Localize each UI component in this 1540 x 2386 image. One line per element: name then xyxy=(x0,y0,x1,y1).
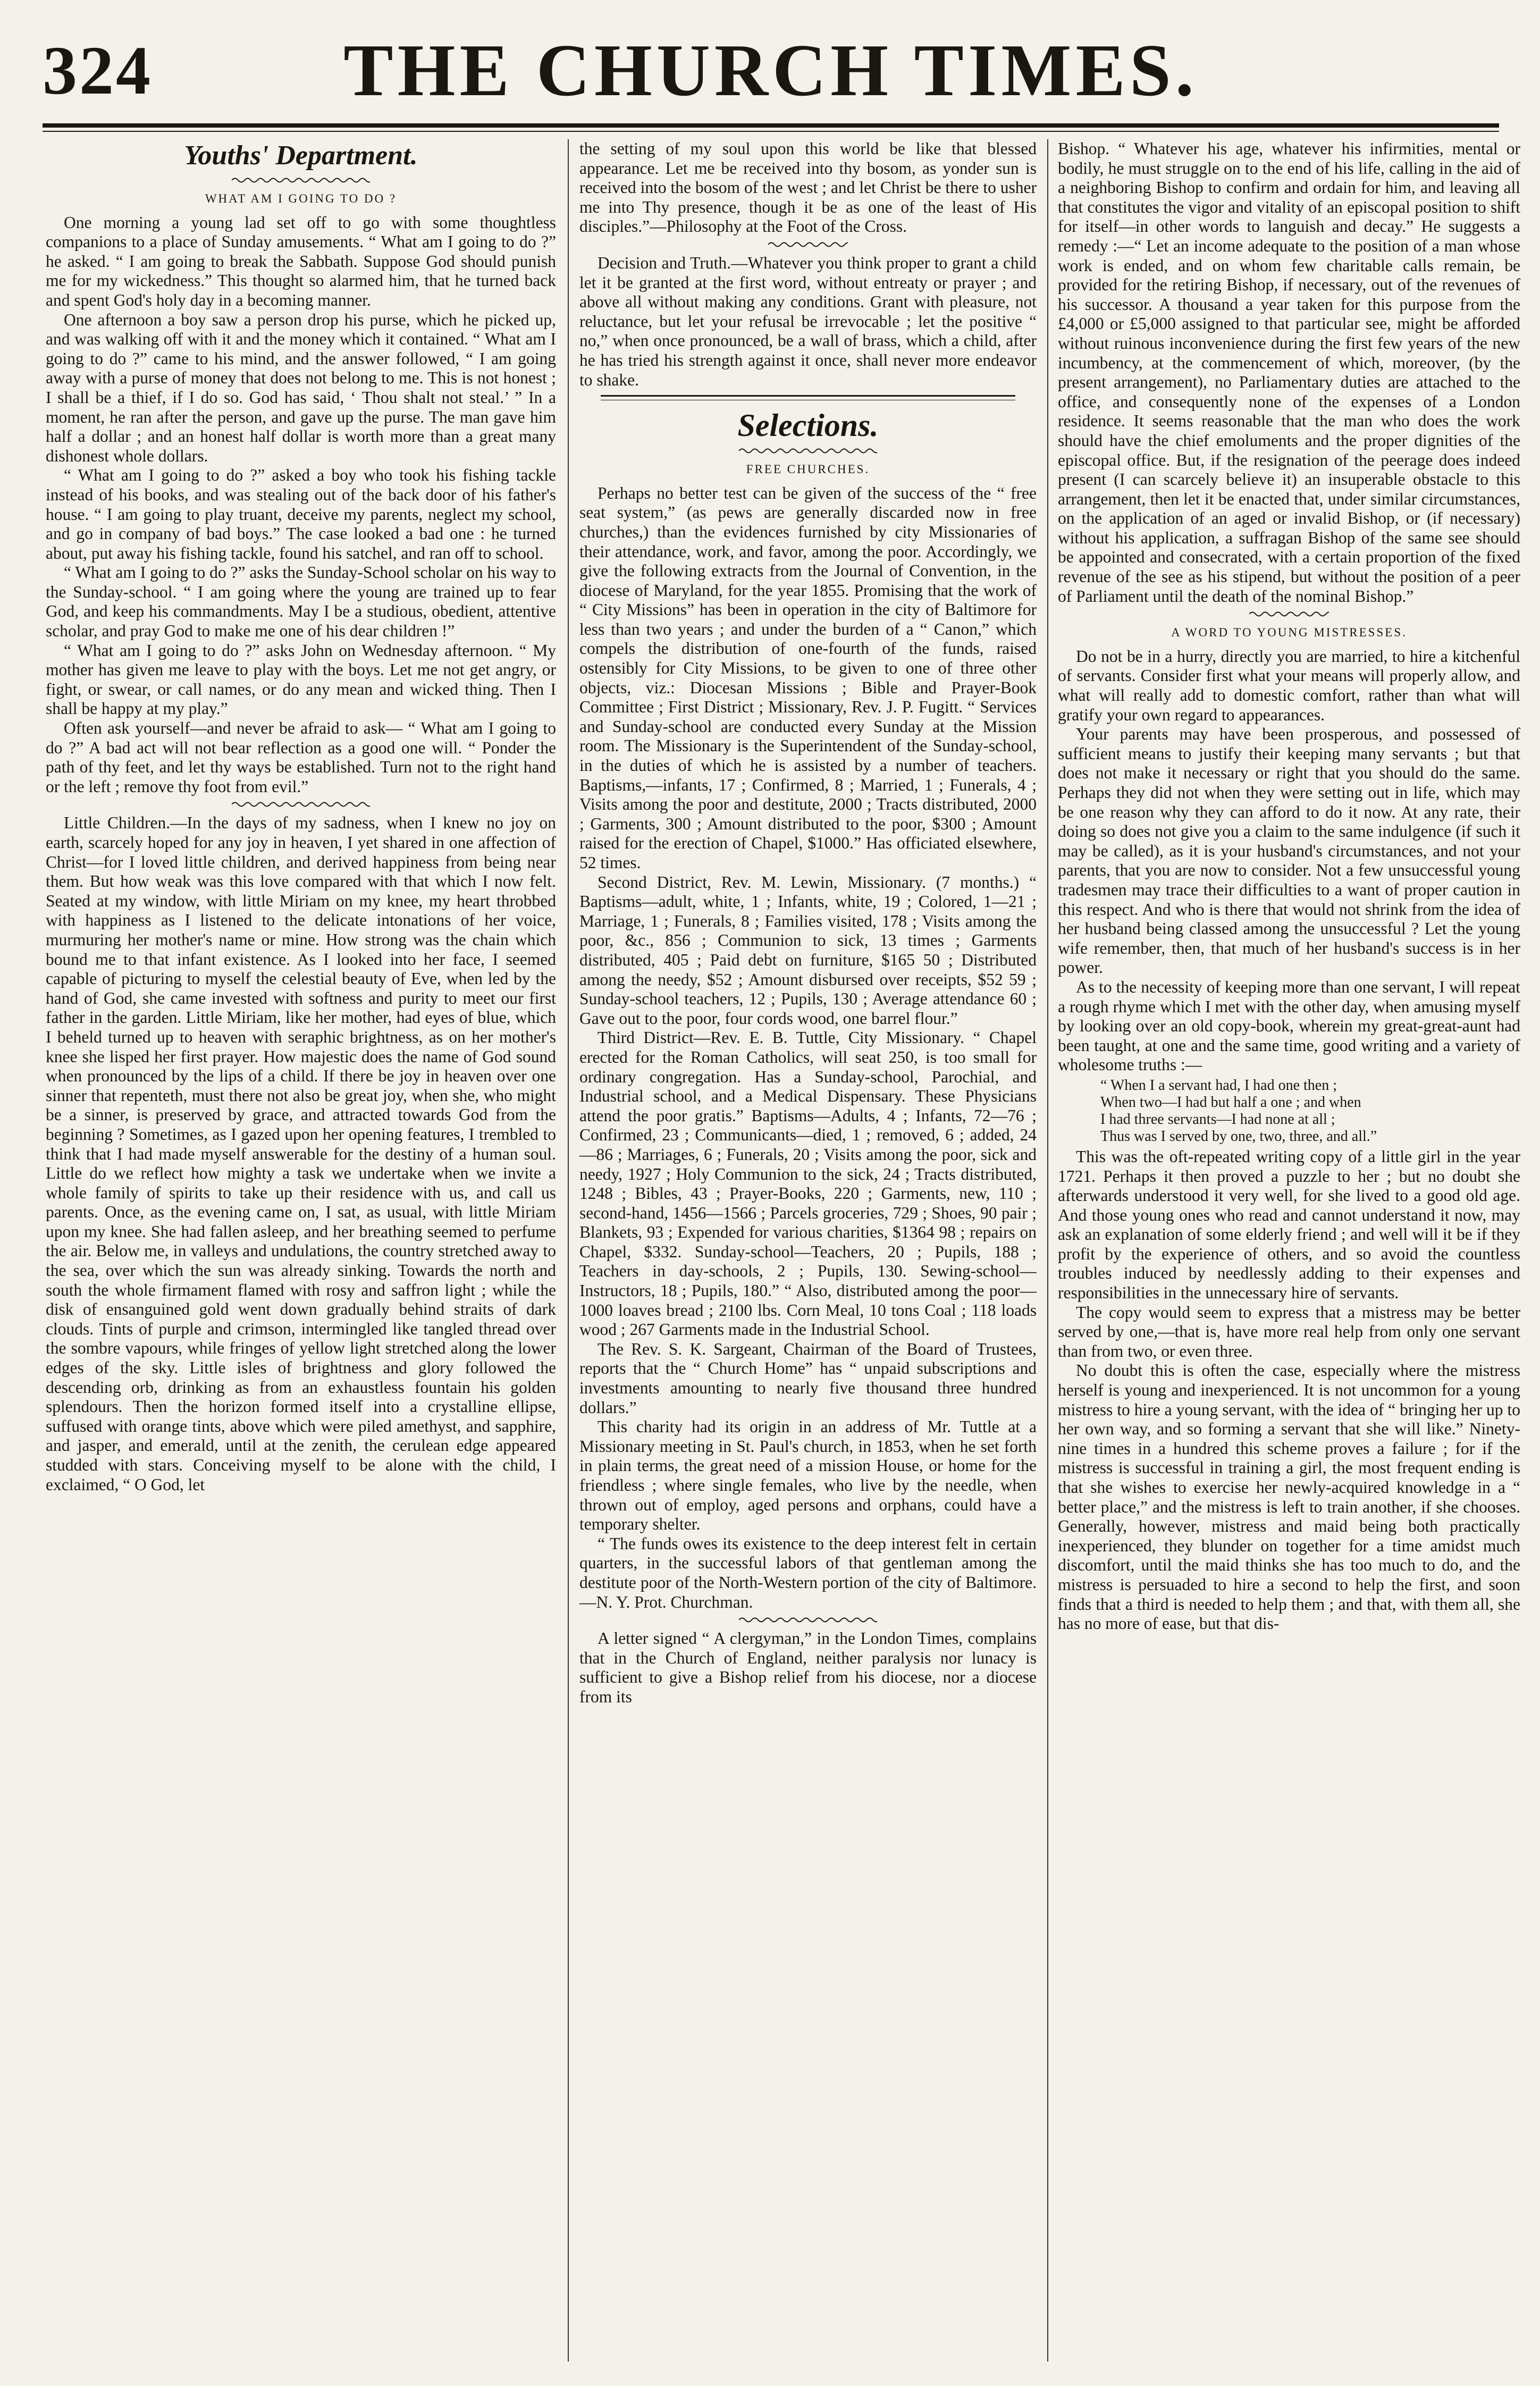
paragraph: A letter signed “ A clergyman,” in the London Times, complains that in the Church of England, neither paralysis nor lunacy is sufficient to give a Bishop relief from his diocese, nor a diocese from its xyxy=(579,1629,1037,1706)
paragraph: “ What am I going to do ?” asked a boy who took his fishing tackle instead of his books, and was stealing out of the back door of his father's house. “ I am going to play truant, deceive my parents, neglect my school, and go in company of bad boys.” The case looked a bad one : he turned about, put away his fishing tackle, found his satchel, and ran off to school. xyxy=(46,466,556,562)
verse-line: When two—I had but half a one ; and when xyxy=(1100,1094,1361,1111)
paragraph: “ What am I going to do ?” asks the Sunday-School scholar on his way to the Sunday-school. “ I am going where the young are trained up to fear God, and keep his commandments. May I be a studious, obedient, attentive scholar, and pray God to make me one of his dear children !” xyxy=(46,563,556,641)
paragraph: One afternoon a boy saw a person drop his purse, which he picked up, and was walking off with it and the money which it contained. “ What am I going to do ?” came to his mind, and the answer followed, “ I am going away with a purse of money that does not belong to me. This is not honest ; I shall be a thief, if I do so. God has said, ‘ Thou shalt not steal.’ ” In a moment, he ran after the person, and gave up the purse. The man gave him half a dollar ; and an honest half dollar is worth more than a great many dishonest whole dollars. xyxy=(46,310,556,465)
verse-line: I had three servants—I had none at all ; xyxy=(1100,1111,1335,1128)
column-divider xyxy=(568,139,569,2362)
paragraph: As to the necessity of keeping more than one servant, I will repeat a rough rhyme which I met with the other day, when amusing myself by looking over an old copy-book, wherein my great-great-aunt had been taught, at one and the same time, good writing and a variety of wholesome truths :— xyxy=(1058,977,1520,1074)
masthead-rule-thin xyxy=(43,131,1499,132)
paragraph: “ The funds owes its existence to the deep interest felt in certain quarters, in the successful labors of that gentleman among the destitute poor of the North-Western portion of the city of Baltimore.—N. Y. Prot. Churchman. xyxy=(579,1534,1037,1611)
verse-line: “ When I a servant had, I had one then ; xyxy=(1100,1077,1337,1094)
paragraph: No doubt this is often the case, especially where the mistress herself is young and inexperienced. It is not uncommon for a young mistress to hire a young servant, with the idea of “ bringing her up to her own way, and so forming a servant that she will like.” Ninety-nine times in a hundred this scheme proves a failure ; for if the mistress is successful in training a girl, the most frequent ending is that she wishes to exercise her newly-acquired knowledge in a “ better place,” and the mistress is left to train another, if she chooses. Generally, however, mistress and maid being both practically inexperienced, they blunder on together for a time amidst much discomfort, until the maid thinks she has too much to do, and the mistress is persuaded to hire a second to help the first, and soon finds that a third is needed to help them ; and that, with them all, she has no more of ease, but that dis- xyxy=(1058,1361,1520,1633)
paragraph: The copy would seem to express that a mistress may be better served by one,—that is, have more real help from only one servant than from two, or even three. xyxy=(1058,1303,1520,1360)
paragraph: The Rev. S. K. Sargeant, Chairman of the Board of Trustees, reports that the “ Church Home” has “ unpaid subscriptions and investments amounting to nearly five thousand three hundred dollars.” xyxy=(579,1339,1037,1417)
paragraph: This was the oft-repeated writing copy of a little girl in the year 1721. Perhaps it then proved a puzzle to her ; but no doubt she afterwards understood it very well, for she lived to a good old age. And those young ones who read and cannot understand it now, may ask an explanation of some elderly friend ; and well will it be if they profit by the experience of others, and so avoid the countless troubles induced by needlessly adding to their expenses and responsibilities in the unnecessary hire of servants. xyxy=(1058,1147,1520,1303)
paragraph: Often ask yourself—and never be afraid to ask— “ What am I going to do ?” A bad act will not bear reflection as a good one will. “ Ponder the path of thy feet, and let thy ways be established. Turn not to the right hand or the left ; remove thy foot from evil.” xyxy=(46,719,556,796)
paragraph: the setting of my soul upon this world be like that blessed appearance. Let me be received into thy bosom, as yonder sun is received into the bosom of the west ; and let Christ be there to usher me into Thy presence, though it be as one of the least of His disciples.”—Philosophy at the Foot of the Cross. xyxy=(579,139,1037,236)
section-rule xyxy=(601,395,1015,397)
column-divider xyxy=(1047,139,1048,2362)
paragraph: Do not be in a hurry, directly you are married, to hire a kitchenful of servants. Consider first what your means will properly allow, and what will really add to domestic comfort, rather than what will gratify your own regard to appearances. xyxy=(1058,646,1520,724)
masthead-rule xyxy=(43,123,1499,128)
column-right xyxy=(1058,139,1520,2362)
paragraph: Decision and Truth.—Whatever you think proper to grant a child let it be granted at the first word, without entreaty or prayer ; and above all without making any conditions. Grant with pleasure, not reluctance, but let your refusal be irrevocable ; let the positive “ no,” when once pronounced, be a wall of brass, which a child, after he has tried his strength against it once, shall never more endeavor to shake. xyxy=(579,253,1037,389)
article-subheading: A WORD TO YOUNG MISTRESSES. xyxy=(1171,626,1407,640)
paragraph: One morning a young lad set off to go with some thoughtless companions to a place of Sunday amusements. “ What am I going to do ?” he asked. “ I am going to break the Sabbath. Suppose God should punish me for my wickedness.” This thought so alarmed him, that he turned back and spent God's holy day in a becoming manner. xyxy=(46,213,556,309)
verse-block xyxy=(1100,1077,1520,1145)
column-middle xyxy=(579,139,1037,2362)
wavy-rule-ornament xyxy=(739,446,877,456)
wavy-rule-ornament xyxy=(739,1615,877,1625)
paragraph: Perhaps no better test can be given of the success of the “ free seat system,” (as pews are generally discarded now in free churches,) than the evidences furnished by city Missionaries of their attendance, work, and favor, among the poor. Accordingly, we give the following extracts from the Journal of Convention, in the diocese of Maryland, for the year 1855. Promising that the work of “ City Missions” has been in operation in the city of Baltimore for less than two years ; and under the burden of a “ Canon,” which compels the distribution of one-fourth of the funds, raised ostensibly for City Missions, to be given to one of three other objects, viz.: Diocesan Missions ; Bible and Prayer-Book Committee ; First District ; Missionary, Rev. J. P. Fugitt. “ Services and Sunday-school are conducted every Sunday at the Mission room. The Missionary is the Superintendent of the Sunday-school, in the duties of which he is assisted by a number of teachers. Baptisms,—infants, 17 ; Confirmed, 8 ; Married, 1 ; Funerals, 4 ; Visits among the poor and destitute, 2000 ; Tracts distributed, 2000 ; Garments, 300 ; Amount distributed to the poor, $300 ; Amount raised for the erection of Chapel, $1000.” Has officiated elsewhere, 52 times. xyxy=(579,483,1037,872)
paragraph: This charity had its origin in an address of Mr. Tuttle at a Missionary meeting in St. Paul's church, in 1853, when he set forth in plain terms, the great need of a mission House, or home for the friendless ; where single females, who live by the needle, when thrown out of employ, aged persons and orphans, could have a temporary shelter. xyxy=(579,1417,1037,1534)
column-left xyxy=(46,139,556,2362)
wavy-rule-ornament xyxy=(232,800,370,809)
article-subheading: WHAT AM I GOING TO DO ? xyxy=(205,192,397,205)
paragraph: Bishop. “ Whatever his age, whatever his infirmities, mental or bodily, he must struggle on to the end of his life, calling in the aid of a neighboring Bishop to confirm and ordain for him, and leaving all that constitutes the vigor and vitality of an episcopal position to shift for itself—in other words to languish and decay.” He suggests a remedy :—“ Let an income adequate to the position of a man whose work is ended, and on whom few charitable calls remain, be provided for the retiring Bishop, if necessary, out of the revenues of his successor. A thousand a year taken for this purpose from the £4,000 or £5,000 assigned to that particular see, might be afforded without ruinous inconvenience during the first few years of the new incumbency, at the commencement of which, moreover, (by the present arrangement), no Parliamentary duties are attached to the office, and consequently none of the expenses of a London residence. It seems reasonable that the man who does the work should have the chief emoluments and the proper dignities of the episcopal office. But, if the resignation of the peerage does indeed present (I can scarcely believe it) an insuperable obstacle to this arrangement, then let it be enacted that, under similar circumstances, on the application of an aged or invalid Bishop, or (if necessary) without his application, a suffragan Bishop of the same see should be appointed and consecrated, with a certain proportion of the fixed revenue of the see as his stipend, but without the position of a peer of Parliament until the death of the nominal Bishop.” xyxy=(1058,139,1520,606)
article-subheading: FREE CHURCHES. xyxy=(746,463,870,476)
newspaper-title: THE CHURCH TIMES. xyxy=(343,29,1198,112)
section-heading-youths: Youths' Department. xyxy=(184,140,418,171)
section-heading-selections: Selections. xyxy=(737,408,879,443)
paragraph: “ What am I going to do ?” asks John on Wednesday afternoon. “ My mother has given me leave to play with the boys. Let me not get angry, or fight, or swear, or call names, or do any mean and wicked thing. Then I shall be happy at my play.” xyxy=(46,641,556,718)
wavy-rule-ornament xyxy=(232,175,370,185)
paragraph: Your parents may have been prosperous, and possessed of sufficient means to justify their keeping many servants ; but that does not make it necessary or right that you should do the same. Perhaps they did not when they were setting out in life, which may be one reason why they can afford to do it now. At any rate, their doing so does not give you a claim to the same indulgence (if such it may be called), as it is your husband's circumstances, and not your parents, that you are now to consider. Not a few unsuccessful young tradesmen may trace their difficulties to a want of proper caution in this respect. And who is there that would not shrink from the idea of her husband being classed among the unsuccessful ? Let the young wife remember, then, that much of her husband's success is in her power. xyxy=(1058,725,1520,977)
paragraph: Third District—Rev. E. B. Tuttle, City Missionary. “ Chapel erected for the Roman Catholics, will seat 250, is too small for ordinary congregation. Has a Sunday-school, Parochial, and Industrial school, and a Medical Dispensary. These Physicians attend the poor gratis.” Baptisms—Adults, 4 ; Infants, 72—76 ; Confirmed, 23 ; Communicants—died, 1 ; removed, 6 ; added, 24—86 ; Marriages, 6 ; Funerals, 20 ; Visits among the poor, sick and needy, 1927 ; Holy Communion to the sick, 24 ; Tracts distributed, 1248 ; Bibles, 43 ; Prayer-Books, 220 ; Garments, new, 110 ; second-hand, 1456—1566 ; Parcels groceries, 729 ; Shoes, 90 pair ; Blankets, 93 ; Expended for various charities, $1364 98 ; repairs on Chapel, $332. Sunday-school—Teachers, 20 ; Pupils, 188 ; Teachers in day-schools, 2 ; Pupils, 130. Sewing-school—Instructors, 18 ; Pupils, 180.” “ Also, distributed among the poor—1000 loaves bread ; 2100 lbs. Corn Meal, 10 tons Coal ; 118 loads wood ; 267 Garments made in the Industrial School. xyxy=(579,1028,1037,1339)
masthead xyxy=(43,21,1499,133)
verse-line: Thus was I served by one, two, three, and all.” xyxy=(1100,1128,1377,1145)
paragraph: Little Children.—In the days of my sadness, when I knew no joy on earth, scarcely hoped for any joy in heaven, I yet shared in one affection of Christ—for I loved little children, and derived happiness from being near them. But how weak was this love compared with that which I now felt. Seated at my window, with little Miriam on my knee, my heart throbbed with happiness as I listened to the delicate intonations of her voice, murmuring her mother's name or mine. How strong was the chain which bound me to that infant existence. As I looked into her face, I seemed capable of picturing to myself the celestial beauty of Eve, when led by the hand of God, she came invested with softness and purity to meet our first father in the garden. Little Miriam, like her mother, had eyes of blue, which I beheld turned up to heaven with seraphic brightness, as on her mother's knee she lisped her first prayer. How majestic does the name of God sound when pronounced by the lips of a child. If there be joy in heaven over one sinner that repenteth, must there not also be great joy, when she, who might be a sinner, is preserved by grace, and attracted towards God from the beginning ? Sometimes, as I gazed upon her opening features, I trembled to think that I had made myself answerable for the destiny of a human soul. Little do we reflect how mighty a task we undertake when we invite a whole family of spirits to take up their residence with us, and call us parents. Once, as the evening came on, I sat, as usual, with little Miriam upon my knee. She had fallen asleep, and her breathing seemed to perfume the air. Below me, in valleys and undulations, the country stretched away to the sea, over which the sun was already sinking. Towards the north and south the whole firmament flamed with rosy and saffron light ; while the disk of ensanguined gold went down gradually behind straits of dark clouds. Tints of purple and crimson, intermingled like tangled thread over the sombre vapours, while fringes of yellow light stretched along the lower edges of the sky. Little isles of brightness and glory followed the descending orb, drinking as from an exhaustless fountain his golden splendours. Then the horizon formed itself into a crystalline ellipse, suffused with orange tints, above which were piled amethyst, and sapphire, and jasper, and emerald, until at the zenith, the cerulean edge appeared studded with stars. Conceiving myself to be alone with the child, I exclaimed, “ O God, let xyxy=(46,813,556,1494)
wavy-rule-ornament xyxy=(768,240,848,249)
paragraph: Second District, Rev. M. Lewin, Missionary. (7 months.) “ Baptisms—adult, white, 1 ; Infants, white, 19 ; Colored, 1—21 ; Marriage, 1 ; Funerals, 8 ; Families visited, 178 ; Visits among the poor, &c., 856 ; Communion to sick, 13 times ; Garments distributed, 405 ; Paid debt on furniture, $165 50 ; Distributed among the needy, $52 ; Amount disbursed over receipts, $52 59 ; Sunday-school teachers, 12 ; Pupils, 130 ; Average attendance 60 ; Gave out to the poor, four cords wood, one barrel flour.” xyxy=(579,872,1037,1028)
page-number: 324 xyxy=(43,32,153,109)
wavy-rule-ornament xyxy=(1249,609,1329,619)
